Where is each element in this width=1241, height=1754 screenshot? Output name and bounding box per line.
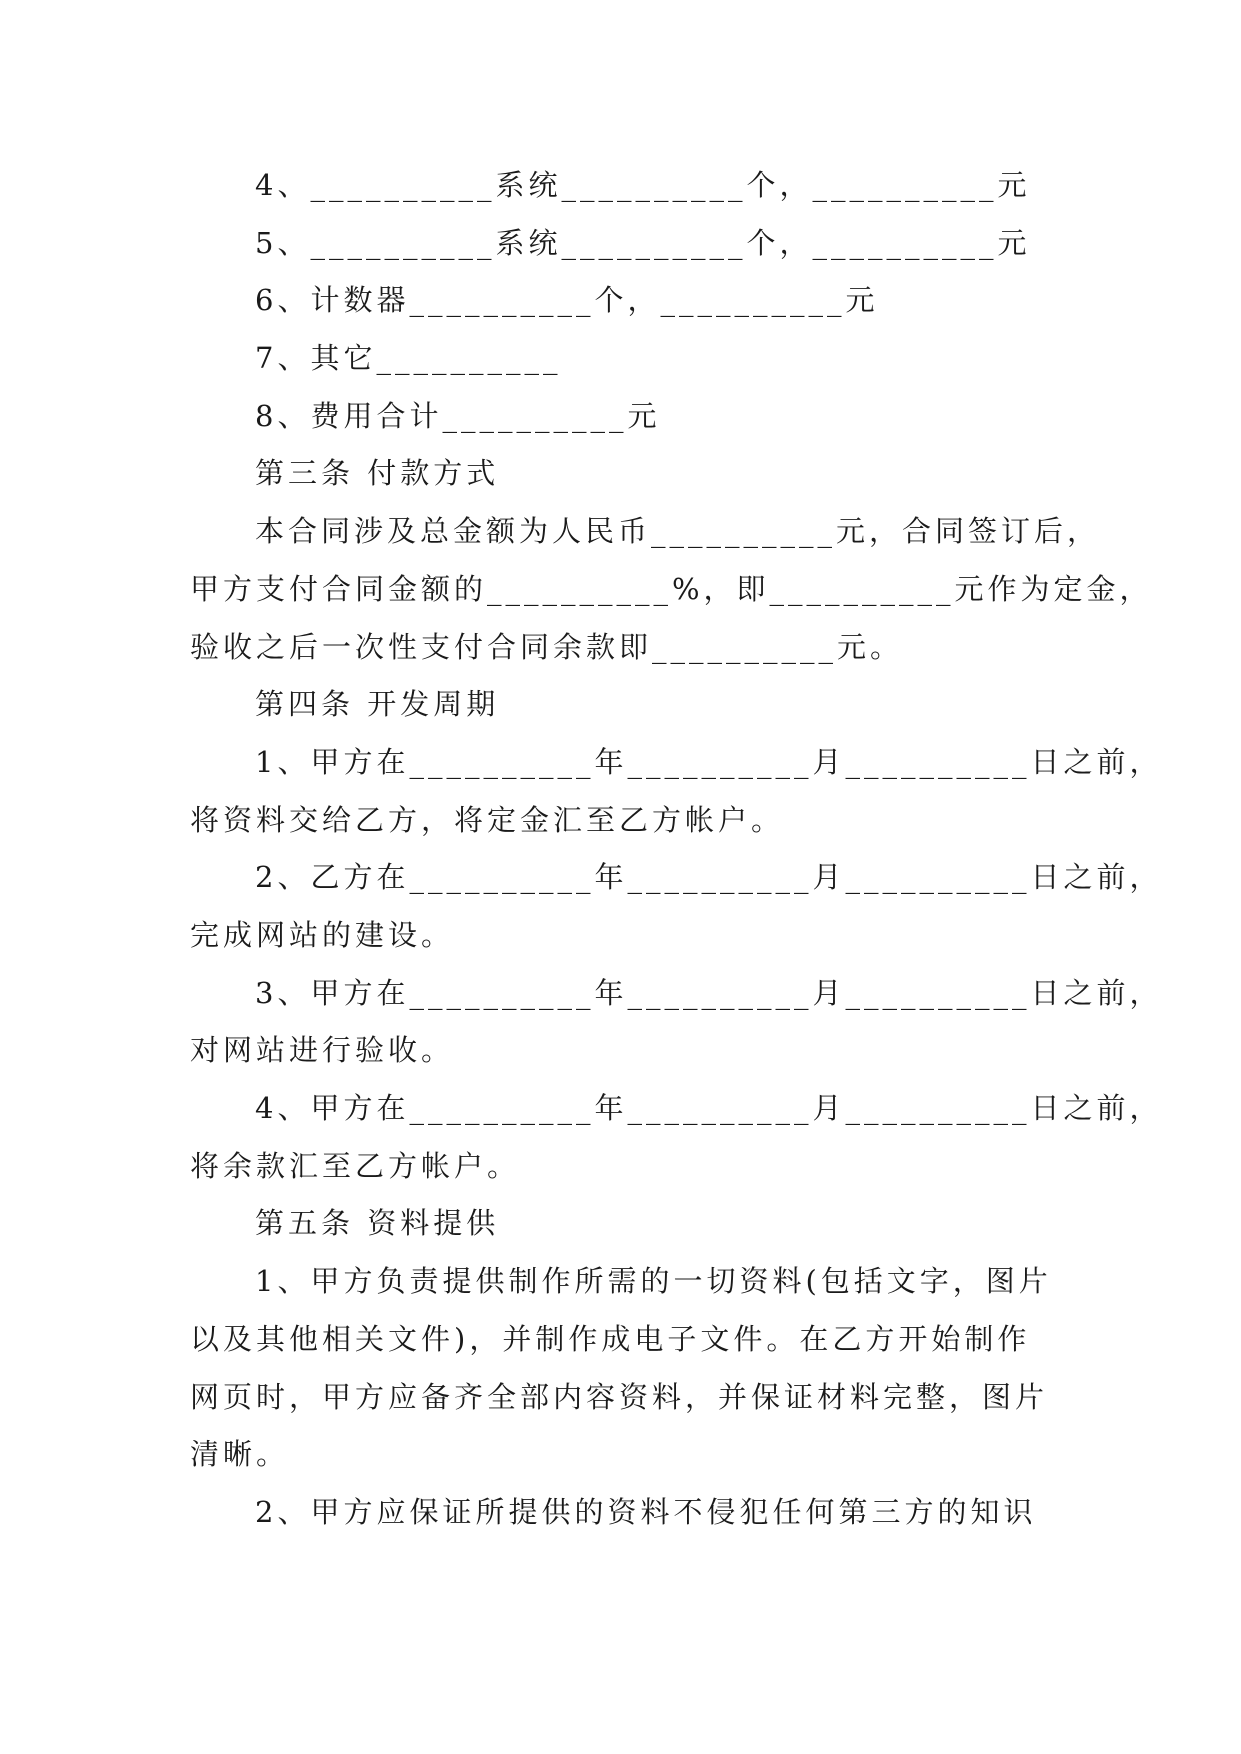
line-item-8-total: 8、费用合计__________元 bbox=[255, 399, 661, 433]
paragraph-line: 甲方支付合同金额的__________%，即__________元作为定金， bbox=[190, 572, 1153, 606]
paragraph-line: 2、乙方在__________年__________月__________日之前， bbox=[255, 860, 1163, 894]
paragraph-line: 1、甲方在__________年__________月__________日之前， bbox=[255, 745, 1163, 779]
paragraph-line: 4、甲方在__________年__________月__________日之前， bbox=[255, 1091, 1163, 1125]
section-heading-article-4: 第四条 开发周期 bbox=[255, 687, 500, 721]
paragraph-line: 将余款汇至乙方帐户。 bbox=[190, 1149, 521, 1183]
section-heading-article-3: 第三条 付款方式 bbox=[255, 456, 500, 490]
paragraph-line: 对网站进行验收。 bbox=[190, 1033, 455, 1067]
paragraph-line: 以及其他相关文件)，并制作成电子文件。在乙方开始制作 bbox=[190, 1322, 1031, 1356]
paragraph-line: 将资料交给乙方，将定金汇至乙方帐户。 bbox=[190, 803, 785, 837]
paragraph-line: 完成网站的建设。 bbox=[190, 918, 455, 952]
paragraph-line: 清晰。 bbox=[190, 1437, 290, 1471]
line-item-4-system-fee: 4、__________系统__________个，__________元 bbox=[255, 168, 1031, 202]
paragraph-line: 本合同涉及总金额为人民币__________元，合同签订后， bbox=[255, 514, 1101, 548]
paragraph-line: 3、甲方在__________年__________月__________日之前， bbox=[255, 976, 1163, 1010]
paragraph-line: 2、甲方应保证所提供的资料不侵犯任何第三方的知识 bbox=[255, 1495, 1037, 1529]
paragraph-line: 网页时，甲方应备齐全部内容资料，并保证材料完整，图片 bbox=[190, 1380, 1049, 1414]
paragraph-line: 验收之后一次性支付合同余款即__________元。 bbox=[190, 630, 904, 664]
paragraph-line: 1、甲方负责提供制作所需的一切资料(包括文字，图片 bbox=[255, 1264, 1052, 1298]
line-item-6-counter-fee: 6、计数器__________个，__________元 bbox=[255, 283, 879, 317]
section-heading-article-5: 第五条 资料提供 bbox=[255, 1206, 500, 1240]
line-item-5-system-fee: 5、__________系统__________个，__________元 bbox=[255, 226, 1031, 260]
line-item-7-other: 7、其它__________ bbox=[255, 341, 562, 375]
